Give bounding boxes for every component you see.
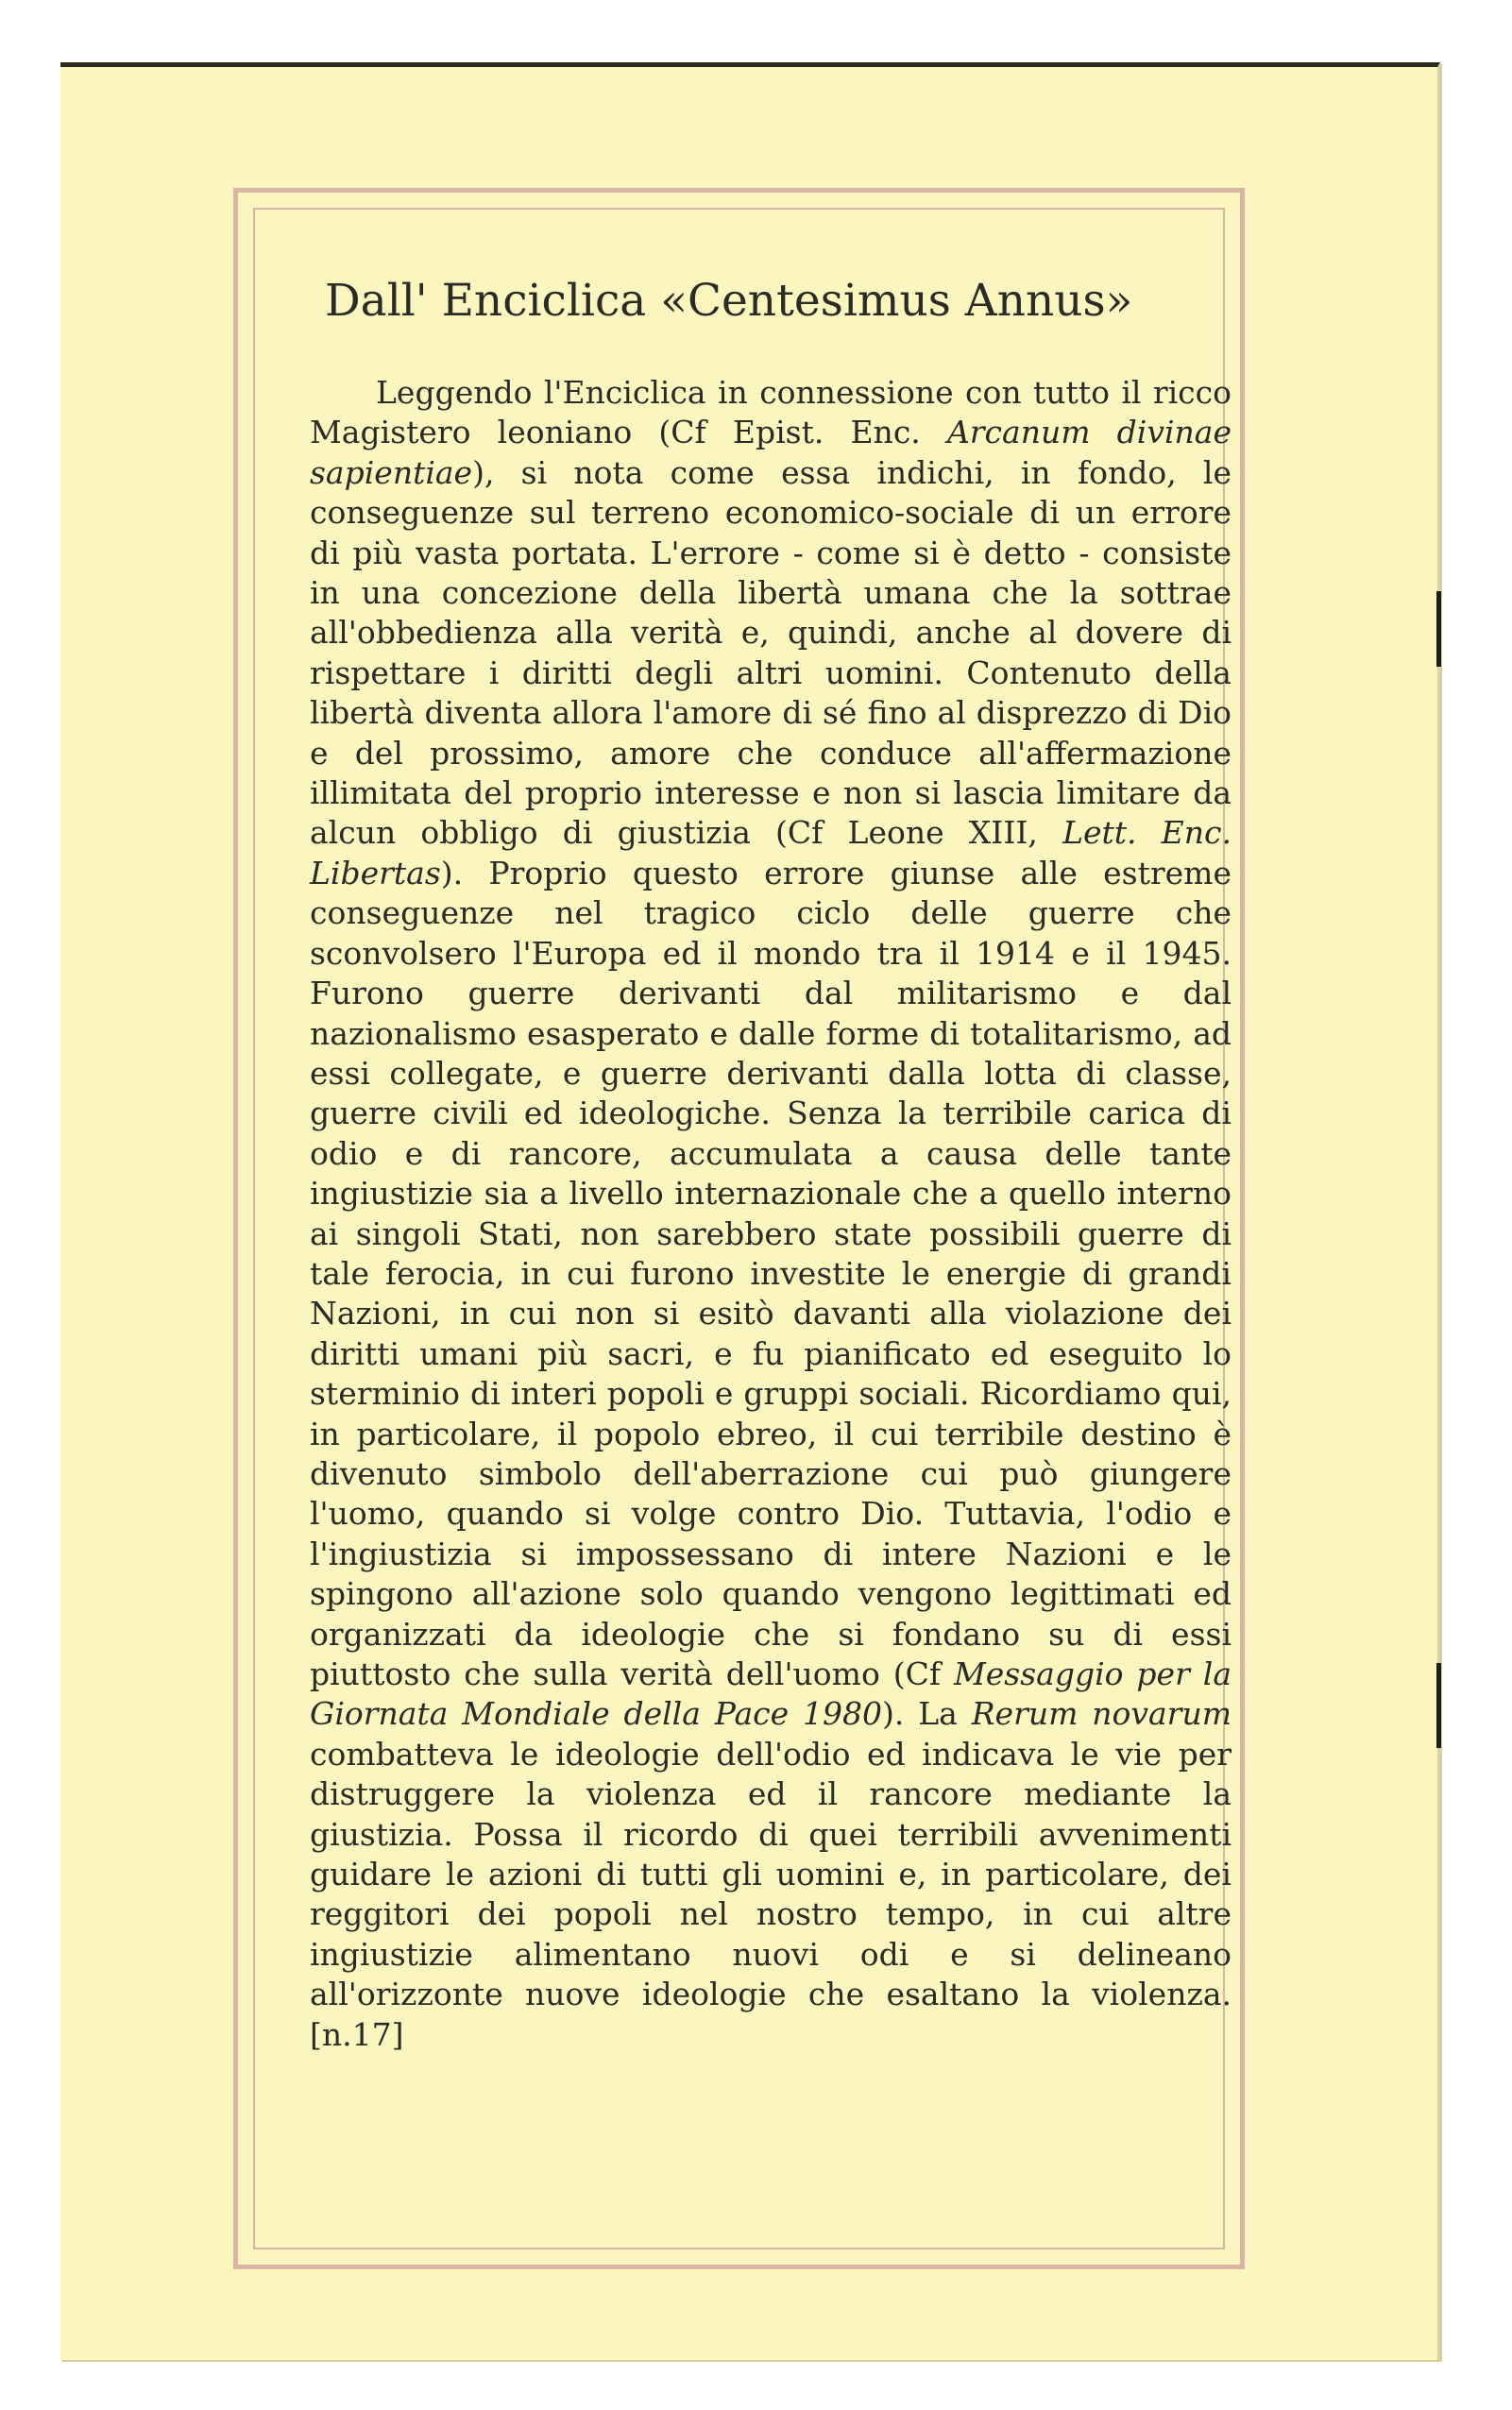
booklet-back-cover <box>60 62 1440 2360</box>
citation-title: Rerum novarum <box>971 1695 1232 1733</box>
binding-edge-mark <box>1436 591 1441 667</box>
citation-title: Lett. Enc. Libertas <box>310 814 1232 891</box>
body-paragraph <box>310 373 1232 2055</box>
text-segment: combatteva le ideologie dell'odio ed indicava le vie per distruggere la violenza ed il rancore mediante la giustizia. Possa il ricordo di quei terribili avvenimenti guidare le azioni di tutti gli uomini e, in particolare, dei reggitori dei popoli nel nostro tempo, in cui altre ingiustizie alimentano nuovi odi e si delineano all'orizzonte nuove ideologie che esaltano la violenza. [n.17] <box>310 1735 1232 2053</box>
page-title: Dall' Enciclica «Centesimus Annus» <box>325 275 1133 327</box>
binding-edge-mark <box>1436 1663 1441 1748</box>
citation-title: Arcanum divinae sapientiae <box>310 414 1232 491</box>
citation-title: Messaggio per la Giornata Mondiale della Pace 1980 <box>310 1655 1232 1733</box>
text-segment: ), si nota come essa indichi, in fondo, le conseguenze sul terreno economico-sociale di un errore di più vasta portata. L'errore - come si è detto - consiste in una concezione della libertà umana che la sottrae all'obbedienza alla verità e, quindi, anche al dovere di rispettare i diritti degli altri uomini. Contenuto della libertà diventa allora l'amore di sé fino al disprezzo di Dio e del prossimo, amore che conduce all'affermazione illimitata del proprio interesse e non si lascia limitare da alcun obbligo di giustizia (Cf Leone XIII, <box>310 453 1232 852</box>
text-segment: ). Proprio questo errore giunse alle estreme conseguenze nel tragico ciclo delle guerre che sconvolsero l'Europa ed il mondo tra il 1914 e il 1945. Furono guerre derivanti dal militarismo e dal nazionalismo esasperato e dalle forme di totalitarismo, ad essi collegate, e guerre derivanti dalla lotta di classe, guerre civili ed ideologiche. Senza la terribile carica di odio e di rancore, accumulata a causa delle tante ingiustizie sia a livello internazionale che a quello interno ai singoli Stati, non sarebbero state possibili guerre di tale ferocia, in cui furono investite le energie di grandi Nazioni, in cui non si esitò davanti alla violazione dei diritti umani più sacri, e fu pianificato ed eseguito lo sterminio di interi popoli e gruppi sociali. Ricordiamo qui, in particolare, il popolo ebreo, il cui terribile destino è divenuto simbolo dell'aberrazione cui può giungere l'uomo, quando si volge contro Dio. Tuttavia, l'odio e l'ingiustizia si impossessano di intere Nazioni e le spingono all'azione solo quando vengono legittimati ed organizzati da ideologie che si fondano su di essi piuttosto che sulla verità dell'uomo (Cf <box>310 854 1232 1692</box>
text-segment: ). La <box>882 1695 972 1733</box>
text-segment: Leggendo l'Enciclica in connessione con tutto il ricco Magistero leoniano (Cf Epist. Enc. <box>310 374 1232 451</box>
